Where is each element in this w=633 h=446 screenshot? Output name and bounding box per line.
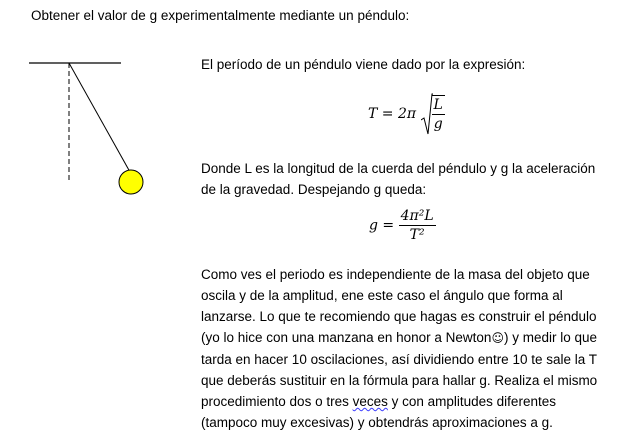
pendulum-string — [69, 63, 130, 172]
formula-gravity-lhs: g — [369, 217, 378, 234]
formula-gravity-numerator: 4π²L — [400, 208, 434, 224]
sqrt-symbol — [421, 92, 445, 136]
formula-period-lhs: T — [368, 106, 378, 122]
explanation-line — [201, 391, 621, 412]
smiley-icon: ☺ — [491, 331, 504, 345]
explanation-text: (yo lo hice con una manzana en honor a Newton — [201, 330, 492, 345]
explanation-line: oscila y de la amplitud, ene este caso el ángulo que forma al — [201, 288, 563, 303]
pendulum-bob — [119, 170, 143, 194]
formula-period-coef: 2π — [397, 106, 417, 122]
formula-period-denominator: g — [433, 116, 443, 132]
spellcheck-underlined-word[interactable]: veces — [352, 394, 388, 409]
formula-period-numerator: L — [433, 97, 443, 113]
explanation-line: lanzarse. Lo que te recomiendo que hagas es construir el péndulo — [201, 309, 597, 324]
explanation-line: Como ves el periodo es independiente de la masa del objeto que — [201, 267, 590, 282]
explanation-text: procedimiento dos o tres — [201, 394, 353, 409]
formula-gravity-eq: = — [382, 217, 395, 234]
explanation-text: ) y medir lo que — [503, 330, 597, 345]
intro-text: Obtener el valor de g experimentalmente mediante un péndulo: — [31, 8, 410, 23]
explanation-line — [201, 327, 621, 349]
paragraph-where-line-2: de la gravedad. Despejando g queda: — [201, 182, 427, 197]
formula-period — [368, 92, 445, 140]
formula-gravity-denominator: T² — [409, 227, 425, 243]
paragraph-period: El período de un péndulo viene dado por la expresión: — [201, 57, 526, 72]
paragraph-explanation — [201, 264, 621, 433]
pendulum-diagram — [22, 52, 162, 202]
paragraph-where-line-1: Donde L es la longitud de la cuerda del péndulo y g la aceleración — [201, 161, 596, 176]
formula-gravity — [369, 207, 436, 257]
explanation-text: y con amplitudes diferentes — [387, 394, 556, 409]
paragraph-where — [201, 158, 621, 200]
formula-period-eq: = — [381, 106, 394, 122]
explanation-line: tarda en hacer 10 oscilaciones, así dividiendo entre 10 te sale la T — [201, 352, 597, 367]
explanation-line: (tampoco muy excesivas) y obtendrás aproximaciones a g. — [201, 415, 553, 430]
explanation-line: que deberás sustituir en la fórmula para hallar g. Realiza el mismo — [201, 373, 598, 388]
